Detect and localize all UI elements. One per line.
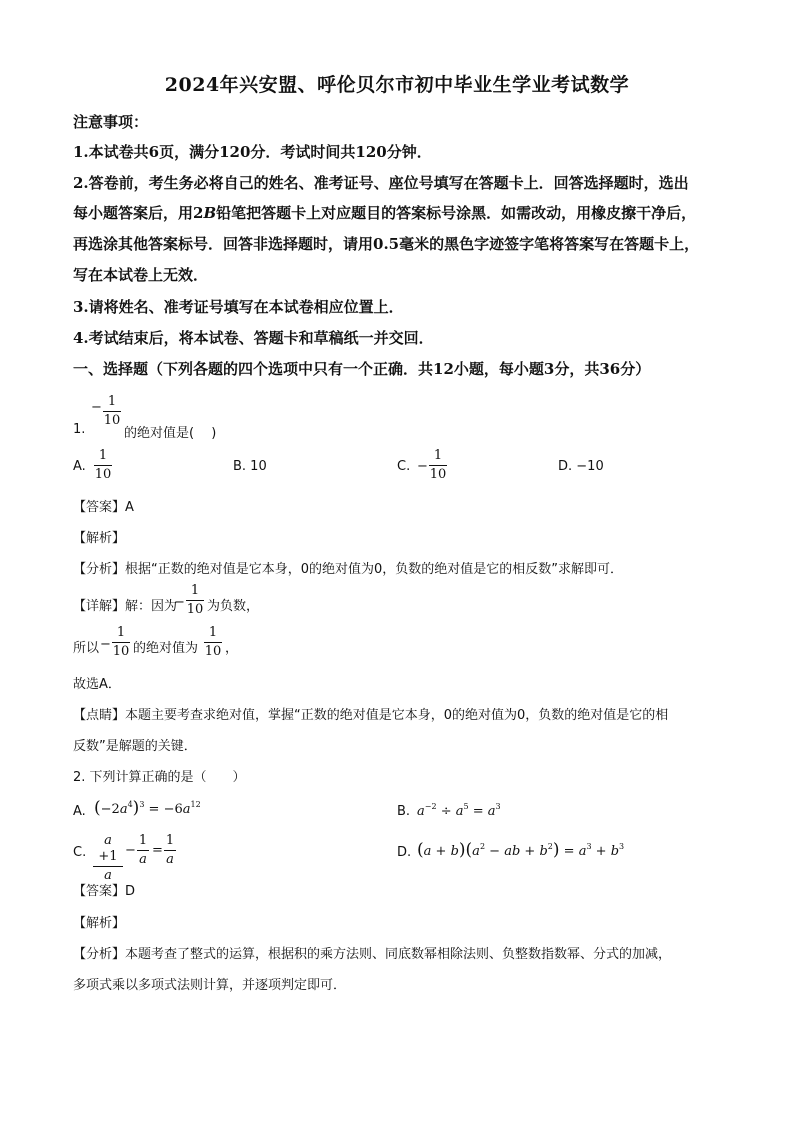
q2-option-c-frac-2-num: 1 <box>138 833 148 848</box>
note-2: 2.答卷前，考生务必将自己的姓名、准考证号、座位号填写在答题卡上．回答选择题时，选出 <box>73 174 689 192</box>
q2-option-c-frac-1-den: a <box>104 868 112 883</box>
q1-dianjing-2: 反数”是解题的关键． <box>73 739 197 754</box>
q1-so-den-2: 10 <box>204 644 222 659</box>
note-2-line4: 写在本试卷上无效． <box>73 266 209 284</box>
q1-option-c-label: C. <box>397 459 411 474</box>
q1-detail-den: 10 <box>186 602 204 617</box>
q1-so-bar-2 <box>204 642 222 643</box>
q2-option-c-equals: = <box>152 843 163 858</box>
q1-option-a-num: 1 <box>98 448 108 463</box>
q1-option-a-bar <box>94 465 112 466</box>
q1-option-c-minus: − <box>417 459 428 474</box>
q2-option-a-expr: $(-2a^4)^3 = -6a^{12}$ <box>94 798 201 818</box>
q1-option-d: D. −10 <box>558 459 604 474</box>
q1-option-c-den: 10 <box>429 467 447 482</box>
q1-so-bar-1 <box>112 642 130 643</box>
page-title: 2024年兴安盟、呼伦贝尔市初中毕业生学业考试数学 <box>164 74 630 96</box>
q1-fraction-bar <box>103 411 121 412</box>
q1-detail-fraction <box>186 583 204 618</box>
q2-option-d-expr: $(a + b)(a^2$ − ab + $b^2) = a^3 + b^3$ <box>417 840 625 860</box>
q1-so-num-2: 1 <box>208 625 218 640</box>
note-1: 1.本试卷共6页，满分120分．考试时间共120分钟． <box>73 143 432 161</box>
q1-choose: 故选A． <box>73 677 121 692</box>
q1-so-prefix: 所以 <box>73 641 100 656</box>
q1-option-a-fraction <box>94 448 112 483</box>
q1-detail-prefix: 【详解】解：因为 <box>73 599 178 614</box>
q2-option-d-label: D. <box>397 845 412 860</box>
q1-option-c-bar <box>429 465 447 466</box>
q1-option-b: B. 10 <box>233 459 267 474</box>
q2-fenxi-1: 【分析】本题考查了整式的运算，根据积的乘方法则、同底数幂相除法则、负整数指数幂、分式的加减， <box>73 947 672 962</box>
q2-option-c-frac-2-den: a <box>139 852 147 867</box>
q1-so-mid: 的绝对值为 <box>133 641 199 656</box>
q1-option-c-fraction <box>429 448 447 483</box>
q2-option-c-frac-3-den: a <box>166 852 174 867</box>
q1-stem: 的绝对值是( ) <box>124 426 217 441</box>
note-2-line3: 再选涂其他答案标号．回答非选择题时，请用0.5毫米的黑色字迹签字笔将答案写在答题卡上， <box>73 235 700 253</box>
q2-option-b-label: B. <box>397 804 411 819</box>
q1-number: 1. <box>73 422 86 437</box>
q2-option-c-frac-1 <box>93 833 123 884</box>
q1-answer: 【答案】A <box>73 500 134 515</box>
q2-option-c-frac-3-num: 1 <box>165 833 175 848</box>
q1-so-fraction-2 <box>204 625 222 660</box>
q2-option-c-minus: − <box>125 843 136 858</box>
q1-detail-bar <box>186 600 204 601</box>
q1-so-fraction-1 <box>112 625 130 660</box>
q2-option-c-frac-3-bar <box>164 850 176 851</box>
q2-option-a-label: A. <box>73 804 86 819</box>
q1-so-minus: − <box>100 637 111 652</box>
q1-analysis-label: 【解析】 <box>73 531 126 546</box>
q2-option-c-frac-1-num: a +1 <box>98 833 118 864</box>
note-2-line2-c: 铅笔把答题卡上对应题目的答案标号涂黑．如需改动，用橡皮擦干净后， <box>216 204 697 222</box>
q2-option-c-frac-3 <box>164 833 176 868</box>
q1-option-c-num: 1 <box>433 448 443 463</box>
q1-option-a-label: A. <box>73 459 86 474</box>
q2-stem: 2. 下列计算正确的是（ ） <box>73 770 246 785</box>
q2-option-c-frac-2-bar <box>137 850 149 851</box>
q1-detail-num: 1 <box>190 583 200 598</box>
section-heading: 一、选择题（下列各题的四个选项中只有一个正确．共12小题，每小题3分，共36分） <box>73 360 651 378</box>
q1-fraction-num: 1 <box>107 394 117 409</box>
q1-detail-suffix: 为负数， <box>207 599 260 614</box>
q1-so-suffix: ， <box>225 641 239 656</box>
q2-answer: 【答案】D <box>73 884 136 899</box>
q1-option-a-den: 10 <box>94 467 112 482</box>
q1-fraction <box>103 394 121 429</box>
note-2-line2-b: B <box>203 204 217 222</box>
q1-so-den-1: 10 <box>112 644 130 659</box>
q1-fraction-den: 10 <box>103 413 121 428</box>
q2-option-c-label: C. <box>73 845 87 860</box>
q1-minus: − <box>91 400 102 415</box>
q2-fenxi-2: 多项式乘以多项式法则计算，并逐项判定即可． <box>73 978 347 993</box>
note-2-line2-a: 每小题答案后，用2 <box>73 204 204 222</box>
q2-option-c-frac-1-bar <box>93 866 123 867</box>
note-4: 4.考试结束后，将本试卷、答题卡和草稿纸一并交回． <box>73 329 434 347</box>
q2-analysis-label: 【解析】 <box>73 916 126 931</box>
note-2-line2 <box>73 202 696 223</box>
q2-option-c-frac-2 <box>137 833 149 868</box>
q1-detail-minus: − <box>174 595 185 610</box>
note-3: 3.请将姓名、准考证号填写在本试卷相应位置上． <box>73 298 404 316</box>
q1-fenxi: 【分析】根据“正数的绝对值是它本身，0的绝对值为0，负数的绝对值是它的相反数”求解即可． <box>73 562 624 577</box>
notes-heading: 注意事项： <box>73 113 149 131</box>
q2-option-b-expr: $a^{-2} \div a^5 = a^3$ <box>417 802 501 819</box>
q1-so-num-1: 1 <box>116 625 126 640</box>
q1-dianjing-1: 【点睛】本题主要考查求绝对值，掌握“正数的绝对值是它本身，0的绝对值为0，负数的绝对值是它的相 <box>73 708 669 723</box>
